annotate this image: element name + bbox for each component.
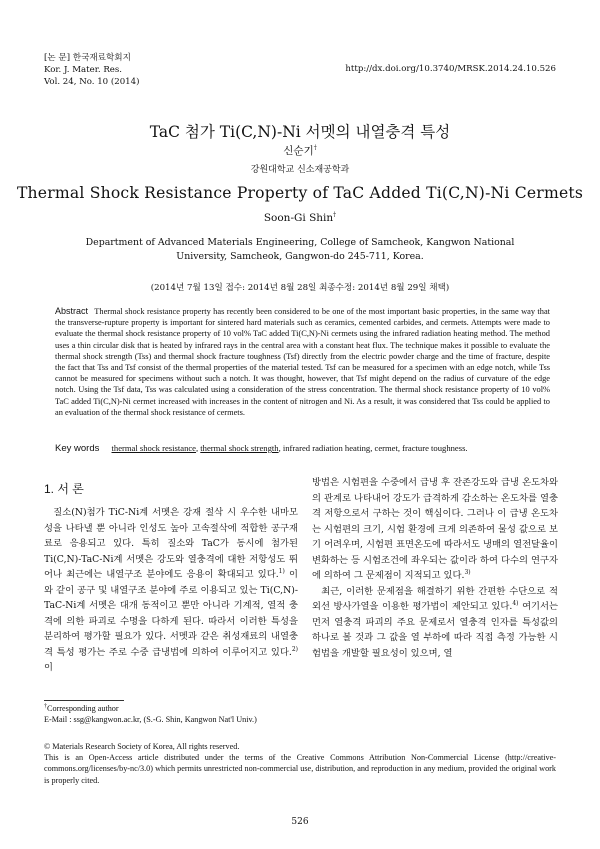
dagger-mark: †: [333, 211, 337, 219]
doi-link[interactable]: http://dx.doi.org/10.3740/MRSK.2014.24.10.526: [345, 64, 556, 74]
keyword-link[interactable]: thermal shock resistance: [111, 443, 196, 453]
author-name-en: Soon-Gi Shin: [263, 212, 334, 224]
reference-mark: 3): [464, 568, 471, 576]
section-heading: 1. 서 론: [44, 482, 84, 496]
abstract-text: Thermal shock resistance property has recently been considered to be one of the most important basic properties, in the same way that the transverse-rupture property is important for sintered hard materials such as ceramics, cemented carbides, and cermets. Attempts were made to evaluate the thermal shock resistance property of 10 vol% TaC added Ti(C,N)-Ni cermets using the infrared radiation heating method. The method uses a thin circular disk that is heated by infrared rays in the central area with a constant heat flux. The technique makes it possible to evaluate the thermal shock strength (Tss) and thermal shock fracture toughness (Tsf) directly from the electric powder charge and the time of fracture, despite the fact that Tss and Tsf consist of the thermal properties of the material tested. Tsf can be measured for a specimen with an edge notch, while Tss cannot be measured for specimens without such a notch. It was thought, however, that Tsf might depend on the radius of curvature of the edge notch. Using the Tsf data, Tss was calculated using a consideration of the stress concentration. The thermal shock resistance property of 10 vol% TaC added Ti(C,N)-Ni cermet increased with increases in the content of nitrogen and Ni. As a result, it was considered that Tss could be applied to an evaluation of the thermal shock resistance of cermets.: [55, 307, 550, 417]
affiliation-english: Department of Advanced Materials Engineering, College of Samcheok, Kangwon National University, Samcheok, Gangwon-do 245-711, Korea.: [85, 237, 515, 262]
footnote-line: [44, 703, 556, 714]
license-text: This is an Open-Access article distributed under the terms of the Creative Commons Attribution Non-Commercial License (http://creative-commons.org/licenses/by-nc/3.0) which permits unrestricted non-commercial use, distribution, and reproduction in any medium, provided the original work is properly cited.: [44, 753, 556, 785]
paragraph-text: 최근, 이러한 문제점을 해결하기 위한 간편한 수단으로 적외선 방사가열을 이용한 평가법이 제안되고 있다.: [312, 585, 558, 612]
reference-mark: 2): [291, 645, 298, 653]
affiliation-korean: 강원대학교 신소재공학과: [250, 165, 350, 175]
author-korean: [0, 143, 600, 158]
reference-mark: 4): [512, 599, 519, 607]
abstract: [55, 306, 550, 418]
author-english: [0, 212, 600, 224]
body-column-right: [312, 475, 558, 661]
corresponding-author-label: Corresponding author: [47, 704, 119, 713]
footnote: [44, 703, 556, 725]
journal-info: [44, 52, 139, 88]
dagger-mark: †: [313, 144, 317, 152]
keywords-rest: , infrared radiation heating, cermet, fracture toughness.: [278, 443, 468, 453]
keyword-separator: ,: [196, 443, 201, 453]
keywords: [55, 443, 550, 454]
journal-name-en: Kor. J. Mater. Res.: [44, 65, 123, 75]
dagger-mark: †: [44, 703, 47, 710]
footnote-divider: [44, 700, 124, 701]
submission-dates: (2014년 7월 13일 접수: 2014년 8월 28일 최종수정: 2014년 8월 29일 채택): [150, 283, 450, 293]
paragraph-text: 방법은 시험편을 수중에서 급냉 후 잔존강도와 급냉 온도차와의 관계로 나타내어 강도가 급격하게 감소하는 온도차를 열충격 저항으로서 구하는 것이 핵심이다. 그러나 이 급냉 온도차는 시험편의 크기, 시험 환경에 크게 의존하여 물성 값으로 보기 어려우며, 시험편 표면온도에 따라서도 냉매의 열전달율이 변화하는 등 시험조건에 좌우되는 값이라 하여 다수의 연구자에 의하여 그 문제점이 지적되고 있다.: [312, 477, 558, 581]
keywords-label: Key words: [55, 443, 100, 454]
paragraph-text: 이와 같이 공구 및 내열구조 분야에 주로 이용되고 있는 Ti(C,N)-TaC-Ni계 서멧은 대개 동적이고 뿐만 아니라 기계적, 열적 충격에 의한 파괴로 수명을 다하게 된다. 따라서 이러한 특성을 분리하여 평가할 필요가 있다. 서멧과 같은 취성재료의 내열충격 특성 평가는 주로 수중 급냉법에 의하여 이루어지고 있다.: [44, 569, 298, 658]
paragraph: [312, 475, 558, 584]
footnote-email: E-Mail : ssg@kangwon.ac.kr, (S.-G. Shin, Kangwon Nat'l Univ.): [44, 715, 257, 724]
license-notice: [44, 741, 556, 786]
title-english: Thermal Shock Resistance Property of TaC Added Ti(C,N)-Ni Cermets: [16, 184, 584, 202]
paragraph-text: 질소(N)첨가 TiC-Ni계 서멧은 강재 절삭 시 우수한 내마모성을 나타낼 뿐 아니라 인성도 높아 고속절삭에 적합한 공구재료로 응용되고 있다. 특히 질소와 TaC가 동시에 첨가된 Ti(C,N)-TaC-Ni계 서멧은 강도와 열충격에 대한 저항성도 뛰어나 최근에는 내열구조 분야에도 응용이 확대되고 있다.: [44, 507, 298, 580]
title-korean: TaC 첨가 Ti(C,N)-Ni 서멧의 내열충격 특성: [149, 123, 451, 141]
paragraph-text: 이: [44, 662, 53, 673]
reference-mark: 1): [278, 567, 285, 575]
journal-name-ko: [논 문] 한국재료학회지: [44, 53, 131, 63]
keyword-link[interactable]: thermal shock strength: [200, 443, 279, 453]
page-number: 526: [291, 817, 309, 827]
paragraph-text: 여기서는 먼저 열충격 파괴의 주요 문제로서 열충격 인자를 특성값의 하나로 볼 것과 그 값을 열 부하에 따라 직접 측정 가능한 시험법을 개발할 필요성이 있으며, 열: [312, 601, 558, 659]
abstract-label: Abstract: [55, 306, 89, 316]
body-column-left: [44, 505, 298, 676]
paragraph: [312, 584, 558, 662]
journal-volume: Vol. 24, No. 10 (2014): [44, 77, 140, 87]
copyright-line: © Materials Research Society of Korea, All rights reserved.: [44, 742, 240, 751]
author-name-ko: 신순기: [283, 145, 314, 157]
